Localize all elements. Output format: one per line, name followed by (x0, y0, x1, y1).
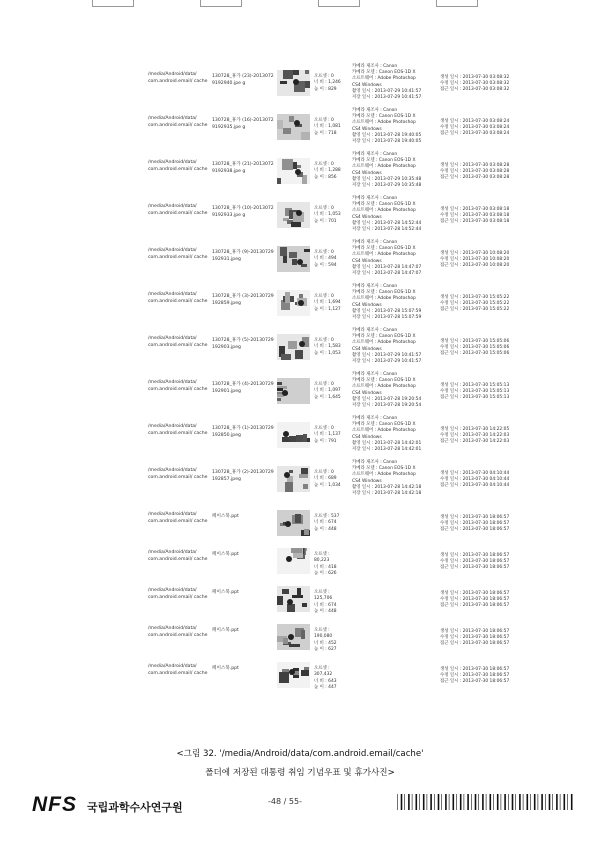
exif-metadata (352, 284, 448, 321)
timestamp-line: 접근 일시 : 2013-07-30 15:05:13 (440, 395, 510, 401)
file-timestamps (440, 591, 550, 610)
size-line: 높 이 : 1,645 (314, 394, 341, 400)
file-timestamps (440, 207, 550, 226)
timestamp-line: 생성 일시 : 2013-07-30 03:08:32 (440, 75, 510, 80)
exif-line: 카메라 제조사 : Canon (352, 372, 398, 377)
image-size-info (314, 162, 350, 181)
timestamp-line: 생성 일시 : 2013-07-30 14:22:05 (440, 427, 510, 432)
file-name: 페이스북.ppt (212, 628, 239, 633)
size-line: 너 비 : 674 (314, 602, 337, 608)
table-row (0, 110, 600, 156)
figure-caption-line-1: <그림 32. '/media/Android/data/com.android.email/cache' (176, 749, 424, 759)
file-path: /media/Android/data/ com.android.email/ cache (148, 424, 208, 436)
exif-line: 카메라 제조사 : Canon (352, 240, 398, 245)
timestamp-line: 수정 일시 : 2013-07-30 18:06:57 (440, 673, 510, 679)
exif-line: CS4 Windows (352, 346, 382, 352)
timestamp-line: 접근 일시 : 2013-07-30 15:05:22 (440, 307, 510, 313)
timestamp-line: 수정 일시 : 2013-07-30 15:05:06 (440, 345, 510, 351)
file-name: 130728_휴가 (21)-20130729192938.jpe g (212, 162, 274, 174)
image-size-info (314, 590, 350, 616)
photo-thumbnail (277, 334, 310, 360)
file-timestamps (440, 251, 550, 270)
size-line: 오프셋 : (314, 552, 330, 557)
size-line: 높 이 : 1,053 (314, 350, 341, 356)
image-size-info (314, 250, 350, 269)
exif-line: 저장 일시 : 2013-07-28 14:47:07 (352, 271, 422, 277)
size-line: 80,223 (314, 558, 330, 564)
timestamp-line: 생성 일시 : 2013-07-30 15:05:13 (440, 383, 510, 388)
size-line: 너 비 : 1,246 (314, 80, 341, 86)
file-path: /media/Android/data/ com.android.email/ cache (148, 550, 208, 562)
size-line: 높 이 : 626 (314, 571, 337, 577)
table-row (0, 330, 600, 376)
exif-line: 카메라 모델 : Canon EOS-1D X (352, 114, 416, 120)
image-size-info (314, 470, 350, 489)
timestamp-line: 수정 일시 : 2013-07-30 10:08:20 (440, 257, 510, 263)
exif-line: 저장 일시 : 2013-07-29 10:41:57 (352, 95, 422, 101)
image-size-info (314, 74, 350, 93)
exif-line: CS4 Windows (352, 478, 382, 484)
exif-line: 저장 일시 : 2013-07-28 19:40:05 (352, 139, 422, 145)
photo-thumbnail (277, 202, 310, 228)
size-line: 너 비 : 1,097 (314, 388, 341, 394)
exif-line: 저장 일시 : 2013-07-28 15:07:59 (352, 315, 422, 321)
photo-thumbnail (277, 466, 310, 492)
size-line: 오프셋 : (314, 666, 330, 671)
size-line: 오프셋 : 0 (314, 382, 334, 387)
exif-line: CS4 Windows (352, 214, 382, 220)
size-line: 높 이 : 447 (314, 685, 337, 691)
exif-metadata (352, 64, 448, 101)
top-crop-marks (0, 0, 600, 12)
size-line: 오프셋 : (314, 628, 330, 633)
exif-line: 카메라 모델 : Canon EOS-1D X (352, 70, 416, 76)
exif-line: 소프트웨어 : Adobe Photoshop (352, 120, 416, 126)
size-line: 오프셋 : 0 (314, 74, 334, 79)
exif-line: CS4 Windows (352, 258, 382, 264)
exif-line: 저장 일시 : 2013-07-28 14:52:44 (352, 227, 422, 233)
file-path: /media/Android/data/ com.android.email/ cache (148, 336, 208, 348)
exif-line: 카메라 모델 : Canon EOS-1D X (352, 378, 416, 384)
photo-thumbnail (277, 290, 310, 316)
exif-metadata (352, 240, 448, 277)
timestamp-line: 수정 일시 : 2013-07-30 03:08:28 (440, 169, 510, 175)
exif-line: 저장 일시 : 2013-07-28 14:42:18 (352, 491, 422, 497)
size-line: 높 이 : 1,034 (314, 482, 341, 488)
exif-line: 카메라 모델 : Canon EOS-1D X (352, 158, 416, 164)
file-name: 130728_휴가 (3)-20130729192859.jpeg (212, 294, 274, 306)
size-line: 125,706 (314, 596, 333, 602)
exif-line: 카메라 제조사 : Canon (352, 328, 398, 333)
photo-thumbnail (277, 158, 310, 184)
exif-metadata (352, 460, 448, 497)
photo-thumbnail (277, 70, 310, 96)
file-path: /media/Android/data/ com.android.email/ cache (148, 72, 208, 84)
exif-metadata (352, 196, 448, 233)
file-timestamps (440, 383, 550, 402)
timestamp-line: 접근 일시 : 2013-07-30 10:08:20 (440, 263, 510, 269)
exif-line: 소프트웨어 : Adobe Photoshop (352, 472, 416, 478)
exif-line: 카메라 제조사 : Canon (352, 196, 398, 201)
file-path: /media/Android/data/ com.android.email/ cache (148, 512, 208, 524)
timestamp-line: 생성 일시 : 2013-07-30 18:06:57 (440, 667, 510, 672)
file-timestamps (440, 119, 550, 138)
exif-line: 촬영 일시 : 2013-07-28 19:20:54 (352, 396, 422, 402)
exif-line: 소프트웨어 : Adobe Photoshop (352, 384, 416, 390)
size-line: 오프셋 : 0 (314, 118, 334, 123)
file-timestamps (440, 629, 550, 648)
exif-line: 카메라 모델 : Canon EOS-1D X (352, 290, 416, 296)
size-line: 높 이 : 718 (314, 130, 337, 136)
image-size-info (314, 628, 350, 654)
exif-line: 촬영 일시 : 2013-07-29 10:35:48 (352, 176, 422, 182)
photo-thumbnail (277, 246, 310, 272)
exif-line: 카메라 모델 : Canon EOS-1D X (352, 422, 416, 428)
file-timestamps (440, 553, 550, 572)
exif-line: CS4 Windows (352, 434, 382, 440)
file-timestamps (440, 427, 550, 446)
institute-name: 국립과학수사연구원 (87, 801, 183, 814)
page-number: -48 / 55- (268, 797, 302, 806)
table-row (0, 286, 600, 332)
timestamp-line: 생성 일시 : 2013-07-30 03:08:24 (440, 119, 510, 124)
exif-metadata (352, 416, 448, 453)
file-name: 페이스북.ppt (212, 666, 239, 671)
image-size-info (314, 426, 350, 445)
exif-line: 카메라 모델 : Canon EOS-1D X (352, 466, 416, 472)
exif-line: 저장 일시 : 2013-07-28 14:42:01 (352, 447, 422, 453)
timestamp-line: 수정 일시 : 2013-07-30 18:06:57 (440, 559, 510, 565)
timestamp-line: 접근 일시 : 2013-07-30 03:08:18 (440, 219, 510, 225)
table-row (0, 154, 600, 200)
timestamp-line: 생성 일시 : 2013-07-30 03:08:18 (440, 207, 510, 212)
image-size-info (314, 294, 350, 313)
exif-line: 촬영 일시 : 2013-07-29 10:41:57 (352, 88, 422, 94)
exif-line: 카메라 모델 : Canon EOS-1D X (352, 202, 416, 208)
exif-line: 저장 일시 : 2013-07-28 19:20:54 (352, 403, 422, 409)
exif-metadata (352, 108, 448, 145)
file-timestamps (440, 515, 550, 534)
image-size-info (314, 206, 350, 225)
timestamp-line: 생성 일시 : 2013-07-30 18:06:57 (440, 629, 510, 634)
exif-line: 카메라 제조사 : Canon (352, 284, 398, 289)
size-line: 190,080 (314, 634, 333, 640)
exif-metadata (352, 328, 448, 365)
image-size-info (314, 666, 350, 692)
photo-thumbnail (277, 624, 310, 650)
timestamp-line: 접근 일시 : 2013-07-30 03:08:28 (440, 175, 510, 181)
photo-thumbnail (277, 548, 310, 574)
exif-line: 촬영 일시 : 2013-07-29 10:41:57 (352, 352, 422, 358)
exif-line: CS4 Windows (352, 390, 382, 396)
size-line: 오프셋 : 0 (314, 162, 334, 167)
exif-metadata (352, 152, 448, 189)
size-line: 너 비 : 689 (314, 476, 337, 482)
file-name: 130728_휴가 (4)-20130729192901.jpeg (212, 382, 274, 394)
nfs-logo-text: NFS (32, 793, 77, 816)
file-path: /media/Android/data/ com.android.email/ cache (148, 204, 208, 216)
image-size-info (314, 514, 350, 533)
photo-thumbnail (277, 422, 310, 448)
exif-line: 소프트웨어 : Adobe Photoshop (352, 428, 416, 434)
file-timestamps (440, 339, 550, 358)
timestamp-line: 수정 일시 : 2013-07-30 18:06:57 (440, 597, 510, 603)
size-line: 오프셋 : 0 (314, 206, 334, 211)
table-row (0, 418, 600, 464)
barcode (397, 794, 573, 810)
size-line: 높 이 : 701 (314, 218, 337, 224)
exif-line: CS4 Windows (352, 302, 382, 308)
file-timestamps (440, 295, 550, 314)
size-line: 높 이 : 594 (314, 262, 337, 268)
timestamp-line: 접근 일시 : 2013-07-30 18:06:57 (440, 527, 510, 533)
photo-thumbnail (277, 586, 310, 612)
exif-line: 카메라 모델 : Canon EOS-1D X (352, 334, 416, 340)
timestamp-line: 생성 일시 : 2013-07-30 18:06:57 (440, 591, 510, 596)
timestamp-line: 수정 일시 : 2013-07-30 18:06:57 (440, 521, 510, 527)
size-line: 너 비 : 494 (314, 256, 337, 262)
size-line: 너 비 : 1,288 (314, 168, 341, 174)
file-path: /media/Android/data/ com.android.email/ cache (148, 160, 208, 172)
size-line: 높 이 : 627 (314, 647, 337, 653)
timestamp-line: 접근 일시 : 2013-07-30 18:06:57 (440, 565, 510, 571)
exif-line: 소프트웨어 : Adobe Photoshop (352, 340, 416, 346)
size-line: 너 비 : 643 (314, 678, 337, 684)
timestamp-line: 수정 일시 : 2013-07-30 15:05:22 (440, 301, 510, 307)
size-line: 오프셋 : 0 (314, 338, 334, 343)
timestamp-line: 수정 일시 : 2013-07-30 03:08:18 (440, 213, 510, 219)
timestamp-line: 수정 일시 : 2013-07-30 15:05:13 (440, 389, 510, 395)
timestamp-line: 접근 일시 : 2013-07-30 18:06:57 (440, 679, 510, 685)
table-row (0, 66, 600, 112)
timestamp-line: 접근 일시 : 2013-07-30 03:08:32 (440, 87, 510, 93)
timestamp-line: 생성 일시 : 2013-07-30 04:10:44 (440, 471, 510, 476)
timestamp-line: 접근 일시 : 2013-07-30 15:05:06 (440, 351, 510, 357)
photo-thumbnail (277, 114, 310, 140)
size-line: 너 비 : 1,694 (314, 300, 341, 306)
file-name: 130728_휴가 (1)-20130729192850.jpeg (212, 426, 274, 438)
file-timestamps (440, 75, 550, 94)
size-line: 오프셋 : 0 (314, 426, 334, 431)
timestamp-line: 수정 일시 : 2013-07-30 03:08:24 (440, 125, 510, 131)
exif-line: CS4 Windows (352, 82, 382, 88)
image-size-info (314, 552, 350, 578)
size-line: 높 이 : 448 (314, 609, 337, 615)
image-size-info (314, 118, 350, 137)
size-line: 너 비 : 452 (314, 640, 337, 646)
exif-line: 카메라 모델 : Canon EOS-1D X (352, 246, 416, 252)
timestamp-line: 수정 일시 : 2013-07-30 18:06:57 (440, 635, 510, 641)
file-timestamps (440, 667, 550, 686)
table-row (0, 462, 600, 508)
timestamp-line: 접근 일시 : 2013-07-30 04:10:44 (440, 483, 510, 489)
size-line: 너 비 : 1,583 (314, 344, 341, 350)
exif-line: 촬영 일시 : 2013-07-28 14:42:18 (352, 484, 422, 490)
image-size-info (314, 382, 350, 401)
exif-line: 촬영 일시 : 2013-07-28 14:42:01 (352, 440, 422, 446)
timestamp-line: 수정 일시 : 2013-07-30 14:22:03 (440, 433, 510, 439)
file-name: 페이스북.ppt (212, 590, 239, 595)
size-line: 높 이 : 448 (314, 526, 337, 532)
size-line: 높 이 : 1,127 (314, 306, 341, 312)
file-path: /media/Android/data/ com.android.email/ cache (148, 588, 208, 600)
file-name: 페이스북.ppt (212, 514, 239, 519)
exif-line: 카메라 제조사 : Canon (352, 152, 398, 157)
exif-line: 촬영 일시 : 2013-07-28 14:52:44 (352, 220, 422, 226)
size-line: 너 비 : 1,137 (314, 432, 341, 438)
exif-line: 촬영 일시 : 2013-07-28 14:47:07 (352, 264, 422, 270)
size-line: 높 이 : 856 (314, 174, 337, 180)
file-name: 130728_휴가 (9)-20130729192931.jpeg (212, 250, 274, 262)
image-size-info (314, 338, 350, 357)
exif-line: CS4 Windows (352, 126, 382, 132)
timestamp-line: 생성 일시 : 2013-07-30 15:05:06 (440, 339, 510, 344)
exif-line: 카메라 제조사 : Canon (352, 460, 398, 465)
exif-line: 저장 일시 : 2013-07-29 10:41:57 (352, 359, 422, 365)
size-line: 너 비 : 1,053 (314, 212, 341, 218)
file-timestamps (440, 471, 550, 490)
file-path: /media/Android/data/ com.android.email/ cache (148, 380, 208, 392)
file-timestamps (440, 163, 550, 182)
table-row (0, 658, 600, 704)
size-line: 오프셋 : 537 (314, 514, 340, 519)
timestamp-line: 생성 일시 : 2013-07-30 18:06:57 (440, 553, 510, 558)
timestamp-line: 생성 일시 : 2013-07-30 18:06:57 (440, 515, 510, 520)
exif-line: 촬영 일시 : 2013-07-28 15:07:59 (352, 308, 422, 314)
timestamp-line: 접근 일시 : 2013-07-30 14:22:03 (440, 439, 510, 445)
size-line: 너 비 : 674 (314, 520, 337, 526)
size-line: 307,432 (314, 672, 333, 678)
file-name: 페이스북.ppt (212, 552, 239, 557)
exif-line: 저장 일시 : 2013-07-29 10:35:48 (352, 183, 422, 189)
timestamp-line: 접근 일시 : 2013-07-30 18:06:57 (440, 641, 510, 647)
file-path: /media/Android/data/ com.android.email/ cache (148, 116, 208, 128)
file-name: 130728_휴가 (16)-20130729192935.jpe g (212, 118, 274, 130)
file-path: /media/Android/data/ com.android.email/ cache (148, 468, 208, 480)
table-row (0, 242, 600, 288)
file-path: /media/Android/data/ com.android.email/ cache (148, 664, 208, 676)
timestamp-line: 생성 일시 : 2013-07-30 15:05:22 (440, 295, 510, 300)
size-line: 높 이 : 791 (314, 438, 337, 444)
timestamp-line: 수정 일시 : 2013-07-30 03:08:32 (440, 81, 510, 87)
size-line: 오프셋 : 0 (314, 294, 334, 299)
file-name: 130728_휴가 (10)-20130729192933.jpe g (212, 206, 274, 218)
exif-line: 촬영 일시 : 2013-07-28 19:40:05 (352, 132, 422, 138)
table-row (0, 198, 600, 244)
table-row (0, 374, 600, 420)
exif-line: 소프트웨어 : Adobe Photoshop (352, 208, 416, 214)
photo-thumbnail (277, 662, 310, 688)
size-line: 오프셋 : (314, 590, 330, 595)
size-line: 너 비 : 418 (314, 564, 337, 570)
exif-line: 소프트웨어 : Adobe Photoshop (352, 296, 416, 302)
exif-line: CS4 Windows (352, 170, 382, 176)
figure-caption-line-2: 폴더에 저장된 대통령 취임 기념우표 및 휴가사진> (205, 768, 395, 778)
file-path: /media/Android/data/ com.android.email/ cache (148, 292, 208, 304)
file-name: 130728_휴가 (5)-20130729192903.jpeg (212, 338, 274, 350)
file-path: /media/Android/data/ com.android.email/ cache (148, 248, 208, 260)
file-name: 130728_휴가 (23)-20130729192940.jpe g (212, 74, 274, 86)
timestamp-line: 생성 일시 : 2013-07-30 10:08:20 (440, 251, 510, 256)
file-name: 130728_휴가 (2)-20130729192857.jpeg (212, 470, 274, 482)
exif-line: 카메라 제조사 : Canon (352, 416, 398, 421)
exif-line: 소프트웨어 : Adobe Photoshop (352, 76, 416, 82)
exif-line: 카메라 제조사 : Canon (352, 108, 398, 113)
timestamp-line: 수정 일시 : 2013-07-30 04:10:44 (440, 477, 510, 483)
exif-line: 소프트웨어 : Adobe Photoshop (352, 252, 416, 258)
exif-line: 소프트웨어 : Adobe Photoshop (352, 164, 416, 170)
size-line: 높 이 : 829 (314, 86, 337, 92)
exif-line: 카메라 제조사 : Canon (352, 64, 398, 69)
size-line: 너 비 : 1,081 (314, 124, 341, 130)
exif-metadata (352, 372, 448, 409)
file-path: /media/Android/data/ com.android.email/ cache (148, 626, 208, 638)
size-line: 오프셋 : 0 (314, 470, 334, 475)
timestamp-line: 접근 일시 : 2013-07-30 18:06:57 (440, 603, 510, 609)
size-line: 오프셋 : 0 (314, 250, 334, 255)
photo-thumbnail (277, 378, 310, 404)
timestamp-line: 접근 일시 : 2013-07-30 03:08:24 (440, 131, 510, 137)
timestamp-line: 생성 일시 : 2013-07-30 03:08:28 (440, 163, 510, 168)
photo-thumbnail (277, 510, 310, 536)
